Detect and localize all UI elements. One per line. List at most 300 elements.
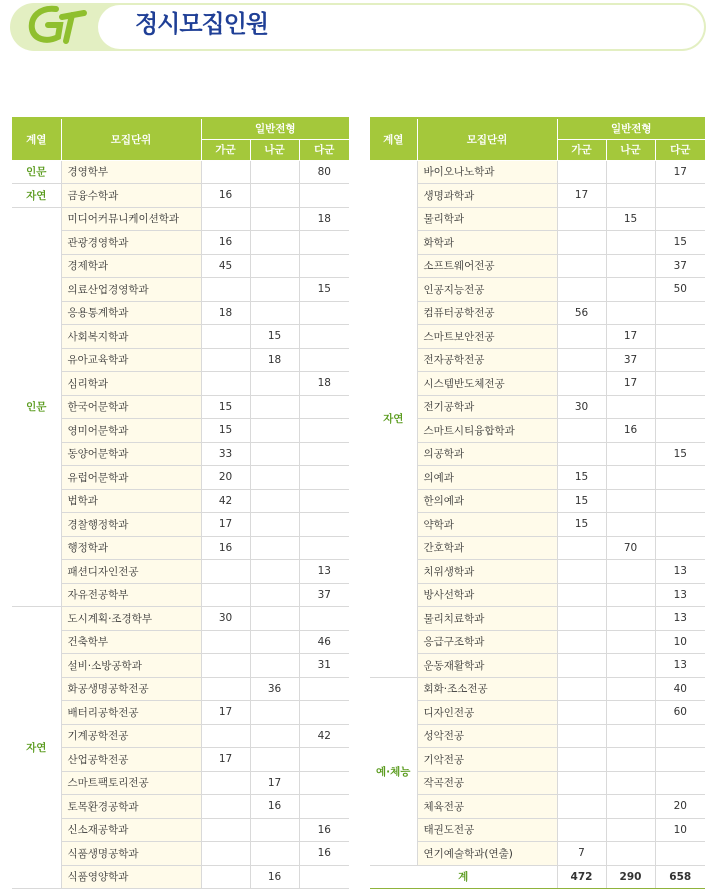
unit-name-cell: 인공지능전공	[417, 278, 557, 302]
header-na: 나군	[250, 139, 299, 160]
unit-name-cell: 화공생명공학전공	[61, 677, 201, 701]
count-ga-cell: 17	[557, 184, 606, 208]
table-row	[12, 842, 349, 866]
unit-name-cell: 성악전공	[417, 724, 557, 748]
count-na-cell	[606, 842, 655, 866]
count-ga-cell	[557, 325, 606, 349]
count-da-cell: 16	[299, 842, 349, 866]
unit-name-cell: 패션디자인전공	[61, 560, 201, 584]
count-ga-cell	[557, 771, 606, 795]
count-ga-cell	[557, 536, 606, 560]
count-na-cell	[606, 771, 655, 795]
unit-name-cell: 전기공학과	[417, 395, 557, 419]
count-da-cell: 40	[655, 677, 705, 701]
header-da: 다군	[299, 139, 349, 160]
count-da-cell: 20	[655, 795, 705, 819]
count-ga-cell	[201, 865, 250, 889]
count-ga-cell: 16	[201, 231, 250, 255]
count-na-cell	[250, 278, 299, 302]
table-row	[12, 654, 349, 678]
table-row	[370, 160, 705, 184]
unit-name-cell: 경찰행정학과	[61, 513, 201, 537]
count-na-cell	[250, 184, 299, 208]
table-row	[370, 278, 705, 302]
unit-name-cell: 스마트팩토리전공	[61, 771, 201, 795]
unit-name-cell: 건축학부	[61, 630, 201, 654]
table-row	[370, 654, 705, 678]
unit-name-cell: 체육전공	[417, 795, 557, 819]
count-da-cell: 46	[299, 630, 349, 654]
count-da-cell: 15	[299, 278, 349, 302]
count-ga-cell	[201, 795, 250, 819]
unit-name-cell: 운동재활학과	[417, 654, 557, 678]
count-da-cell	[655, 489, 705, 513]
table-row	[12, 560, 349, 584]
count-ga-cell	[201, 560, 250, 584]
count-na-cell	[250, 489, 299, 513]
count-da-cell	[299, 442, 349, 466]
count-na-cell	[606, 795, 655, 819]
table-row	[370, 607, 705, 631]
unit-name-cell: 물리치료학과	[417, 607, 557, 631]
table-row	[370, 489, 705, 513]
count-na-cell: 70	[606, 536, 655, 560]
unit-name-cell: 소프트웨어전공	[417, 254, 557, 278]
unit-name-cell: 바이오나노학과	[417, 160, 557, 184]
count-da-cell	[655, 513, 705, 537]
count-da-cell: 13	[655, 654, 705, 678]
count-ga-cell	[201, 160, 250, 184]
count-na-cell	[250, 513, 299, 537]
table-row	[370, 301, 705, 325]
unit-name-cell: 방사선학과	[417, 583, 557, 607]
count-da-cell: 10	[655, 818, 705, 842]
table-row	[12, 207, 349, 231]
count-ga-cell	[557, 607, 606, 631]
table-row	[12, 348, 349, 372]
admission-table-left	[12, 117, 349, 889]
table-row	[12, 254, 349, 278]
unit-name-cell: 설비·소방공학과	[61, 654, 201, 678]
count-ga-cell: 20	[201, 466, 250, 490]
count-ga-cell	[557, 231, 606, 255]
table-row	[12, 184, 349, 208]
count-na-cell	[250, 301, 299, 325]
header-na: 나군	[606, 139, 655, 160]
page-title: 정시모집인원	[135, 10, 269, 38]
count-ga-cell	[557, 630, 606, 654]
count-na-cell	[606, 630, 655, 654]
count-ga-cell	[557, 748, 606, 772]
count-da-cell: 15	[655, 442, 705, 466]
count-da-cell	[299, 184, 349, 208]
unit-name-cell: 경영학부	[61, 160, 201, 184]
table-row	[370, 560, 705, 584]
count-da-cell: 17	[655, 160, 705, 184]
table-row	[370, 254, 705, 278]
category-cell: 예·체능	[370, 677, 417, 865]
total-label: 계	[370, 865, 557, 889]
count-ga-cell: 15	[201, 395, 250, 419]
unit-name-cell: 치위생학과	[417, 560, 557, 584]
count-da-cell	[299, 748, 349, 772]
header-unit: 모집단위	[417, 118, 557, 160]
header-unit: 모집단위	[61, 118, 201, 160]
count-da-cell: 13	[655, 583, 705, 607]
count-da-cell	[299, 677, 349, 701]
table-row	[12, 466, 349, 490]
count-da-cell	[655, 325, 705, 349]
count-na-cell	[250, 583, 299, 607]
unit-name-cell: 도시계획·조경학부	[61, 607, 201, 631]
table-row	[12, 301, 349, 325]
count-da-cell: 18	[299, 372, 349, 396]
table-row	[12, 231, 349, 255]
count-da-cell: 16	[299, 818, 349, 842]
count-ga-cell	[557, 701, 606, 725]
count-na-cell	[606, 466, 655, 490]
count-ga-cell	[557, 419, 606, 443]
count-da-cell	[299, 419, 349, 443]
count-na-cell	[250, 842, 299, 866]
table-row	[370, 536, 705, 560]
unit-name-cell: 작곡전공	[417, 771, 557, 795]
unit-name-cell: 물리학과	[417, 207, 557, 231]
count-ga-cell: 45	[201, 254, 250, 278]
count-ga-cell: 17	[201, 748, 250, 772]
unit-name-cell: 스마트시티융합학과	[417, 419, 557, 443]
count-na-cell	[250, 442, 299, 466]
table-row	[370, 442, 705, 466]
unit-name-cell: 의공학과	[417, 442, 557, 466]
table-row	[370, 677, 705, 701]
count-da-cell	[299, 348, 349, 372]
count-da-cell	[655, 771, 705, 795]
count-ga-cell	[201, 842, 250, 866]
count-na-cell: 16	[606, 419, 655, 443]
header-ga: 가군	[557, 139, 606, 160]
unit-name-cell: 기계공학전공	[61, 724, 201, 748]
count-da-cell	[299, 301, 349, 325]
count-na-cell	[606, 184, 655, 208]
count-na-cell: 17	[606, 372, 655, 396]
count-da-cell	[655, 372, 705, 396]
table-row	[370, 348, 705, 372]
table-row	[12, 607, 349, 631]
category-cell: 자연	[370, 160, 417, 677]
count-na-cell: 37	[606, 348, 655, 372]
header-category: 계열	[370, 118, 417, 160]
unit-name-cell: 동양어문학과	[61, 442, 201, 466]
table-row	[12, 583, 349, 607]
table-row	[370, 231, 705, 255]
count-na-cell	[606, 607, 655, 631]
count-da-cell: 13	[299, 560, 349, 584]
unit-name-cell: 사회복지학과	[61, 325, 201, 349]
count-na-cell: 17	[250, 771, 299, 795]
count-ga-cell	[557, 372, 606, 396]
count-da-cell: 60	[655, 701, 705, 725]
count-ga-cell: 17	[201, 701, 250, 725]
unit-name-cell: 시스템반도체전공	[417, 372, 557, 396]
count-da-cell: 80	[299, 160, 349, 184]
category-cell: 인문	[12, 207, 61, 607]
total-da: 658	[655, 865, 705, 889]
count-na-cell	[606, 489, 655, 513]
unit-name-cell: 영미어문학과	[61, 419, 201, 443]
count-na-cell	[606, 748, 655, 772]
unit-name-cell: 약학과	[417, 513, 557, 537]
count-na-cell	[250, 560, 299, 584]
count-ga-cell	[201, 348, 250, 372]
table-row	[370, 771, 705, 795]
category-cell: 자연	[12, 184, 61, 208]
count-da-cell	[655, 395, 705, 419]
count-da-cell	[299, 701, 349, 725]
count-da-cell	[299, 395, 349, 419]
count-na-cell	[250, 724, 299, 748]
table-row	[12, 795, 349, 819]
table-row	[370, 372, 705, 396]
count-na-cell	[606, 160, 655, 184]
count-na-cell: 17	[606, 325, 655, 349]
count-da-cell	[299, 607, 349, 631]
count-na-cell	[250, 748, 299, 772]
unit-name-cell: 법학과	[61, 489, 201, 513]
unit-name-cell: 미디어커뮤니케이션학과	[61, 207, 201, 231]
unit-name-cell: 경제학과	[61, 254, 201, 278]
table-row	[12, 536, 349, 560]
count-da-cell	[299, 513, 349, 537]
count-ga-cell: 15	[557, 513, 606, 537]
count-na-cell	[250, 654, 299, 678]
total-na: 290	[606, 865, 655, 889]
count-ga-cell	[557, 278, 606, 302]
count-da-cell	[299, 795, 349, 819]
table-row	[370, 724, 705, 748]
count-na-cell	[250, 818, 299, 842]
table-row	[12, 372, 349, 396]
count-na-cell	[606, 560, 655, 584]
count-ga-cell	[557, 207, 606, 231]
table-row	[370, 748, 705, 772]
unit-name-cell: 유럽어문학과	[61, 466, 201, 490]
count-da-cell: 37	[655, 254, 705, 278]
unit-name-cell: 태권도전공	[417, 818, 557, 842]
unit-name-cell: 유아교육학과	[61, 348, 201, 372]
table-row	[370, 395, 705, 419]
table-row	[370, 701, 705, 725]
count-ga-cell: 56	[557, 301, 606, 325]
table-row	[370, 842, 705, 866]
count-ga-cell: 7	[557, 842, 606, 866]
unit-name-cell: 배터리공학전공	[61, 701, 201, 725]
count-da-cell: 15	[655, 231, 705, 255]
count-da-cell: 13	[655, 560, 705, 584]
count-na-cell	[606, 583, 655, 607]
count-ga-cell	[557, 160, 606, 184]
count-ga-cell: 33	[201, 442, 250, 466]
table-row	[12, 701, 349, 725]
count-ga-cell	[201, 771, 250, 795]
count-na-cell	[250, 536, 299, 560]
category-cell: 인문	[12, 160, 61, 184]
count-ga-cell	[201, 207, 250, 231]
count-da-cell: 50	[655, 278, 705, 302]
count-ga-cell	[201, 630, 250, 654]
count-ga-cell	[557, 583, 606, 607]
count-da-cell: 37	[299, 583, 349, 607]
category-cell: 자연	[12, 607, 61, 889]
table-row	[370, 583, 705, 607]
table-row	[370, 513, 705, 537]
count-ga-cell: 15	[201, 419, 250, 443]
count-ga-cell: 15	[557, 489, 606, 513]
count-na-cell: 16	[250, 795, 299, 819]
count-da-cell	[299, 254, 349, 278]
unit-name-cell: 식품생명공학과	[61, 842, 201, 866]
count-na-cell	[250, 207, 299, 231]
count-da-cell: 13	[655, 607, 705, 631]
total-ga: 472	[557, 865, 606, 889]
gt-logo-icon	[26, 5, 88, 45]
total-row	[370, 865, 705, 889]
count-da-cell: 18	[299, 207, 349, 231]
count-na-cell: 18	[250, 348, 299, 372]
header-ga: 가군	[201, 139, 250, 160]
count-da-cell: 10	[655, 630, 705, 654]
count-ga-cell	[557, 442, 606, 466]
unit-name-cell: 한국어문학과	[61, 395, 201, 419]
unit-name-cell: 연기예술학과(연출)	[417, 842, 557, 866]
count-na-cell	[606, 278, 655, 302]
unit-name-cell: 토목환경공학과	[61, 795, 201, 819]
count-na-cell	[606, 701, 655, 725]
unit-name-cell: 전자공학전공	[417, 348, 557, 372]
unit-name-cell: 식품영양학과	[61, 865, 201, 889]
count-ga-cell	[557, 795, 606, 819]
count-na-cell	[250, 630, 299, 654]
count-da-cell	[655, 748, 705, 772]
count-da-cell	[655, 536, 705, 560]
table-row	[370, 419, 705, 443]
count-da-cell: 31	[299, 654, 349, 678]
count-da-cell	[655, 724, 705, 748]
unit-name-cell: 산업공학전공	[61, 748, 201, 772]
count-ga-cell	[201, 654, 250, 678]
count-na-cell	[250, 254, 299, 278]
count-da-cell	[655, 348, 705, 372]
table-row	[370, 630, 705, 654]
count-na-cell	[606, 724, 655, 748]
count-na-cell	[606, 513, 655, 537]
count-na-cell	[250, 160, 299, 184]
unit-name-cell: 금융수학과	[61, 184, 201, 208]
title-banner	[10, 3, 706, 51]
count-na-cell: 15	[250, 325, 299, 349]
count-ga-cell: 30	[201, 607, 250, 631]
count-na-cell	[606, 254, 655, 278]
count-da-cell: 42	[299, 724, 349, 748]
table-row	[370, 795, 705, 819]
unit-name-cell: 심리학과	[61, 372, 201, 396]
table-row	[12, 325, 349, 349]
table-row	[12, 419, 349, 443]
count-na-cell	[606, 654, 655, 678]
count-na-cell	[606, 818, 655, 842]
unit-name-cell: 의예과	[417, 466, 557, 490]
count-na-cell	[250, 372, 299, 396]
header-general: 일반전형	[201, 118, 349, 139]
count-na-cell	[606, 442, 655, 466]
unit-name-cell: 화학과	[417, 231, 557, 255]
count-ga-cell: 16	[201, 536, 250, 560]
unit-name-cell: 컴퓨터공학전공	[417, 301, 557, 325]
count-ga-cell: 30	[557, 395, 606, 419]
unit-name-cell: 응급구조학과	[417, 630, 557, 654]
unit-name-cell: 기악전공	[417, 748, 557, 772]
table-row	[12, 865, 349, 889]
count-na-cell	[606, 231, 655, 255]
count-ga-cell	[557, 560, 606, 584]
count-da-cell	[299, 771, 349, 795]
count-ga-cell	[201, 818, 250, 842]
count-da-cell	[655, 301, 705, 325]
table-row	[12, 160, 349, 184]
count-da-cell	[299, 325, 349, 349]
count-da-cell	[655, 842, 705, 866]
count-ga-cell	[557, 654, 606, 678]
count-da-cell	[299, 536, 349, 560]
count-na-cell	[250, 701, 299, 725]
count-na-cell: 36	[250, 677, 299, 701]
table-row	[12, 513, 349, 537]
table-row	[370, 818, 705, 842]
unit-name-cell: 의료산업경영학과	[61, 278, 201, 302]
count-da-cell	[299, 865, 349, 889]
count-na-cell	[606, 395, 655, 419]
count-ga-cell	[201, 724, 250, 748]
table-row	[12, 771, 349, 795]
count-ga-cell	[201, 372, 250, 396]
table-row	[370, 325, 705, 349]
table-row	[370, 184, 705, 208]
count-ga-cell	[557, 254, 606, 278]
count-da-cell	[655, 419, 705, 443]
count-ga-cell	[557, 677, 606, 701]
table-row	[12, 630, 349, 654]
header-da: 다군	[655, 139, 705, 160]
count-ga-cell: 18	[201, 301, 250, 325]
count-ga-cell: 16	[201, 184, 250, 208]
unit-name-cell: 행정학과	[61, 536, 201, 560]
table-row	[12, 442, 349, 466]
table-row	[12, 724, 349, 748]
count-ga-cell	[557, 348, 606, 372]
count-da-cell	[655, 466, 705, 490]
unit-name-cell: 간호학과	[417, 536, 557, 560]
count-ga-cell	[201, 677, 250, 701]
table-row	[12, 278, 349, 302]
unit-name-cell: 디자인전공	[417, 701, 557, 725]
table-row	[370, 466, 705, 490]
header-general: 일반전형	[557, 118, 705, 139]
unit-name-cell: 생명과학과	[417, 184, 557, 208]
count-ga-cell: 42	[201, 489, 250, 513]
count-da-cell	[299, 466, 349, 490]
unit-name-cell: 관광경영학과	[61, 231, 201, 255]
table-row	[12, 677, 349, 701]
